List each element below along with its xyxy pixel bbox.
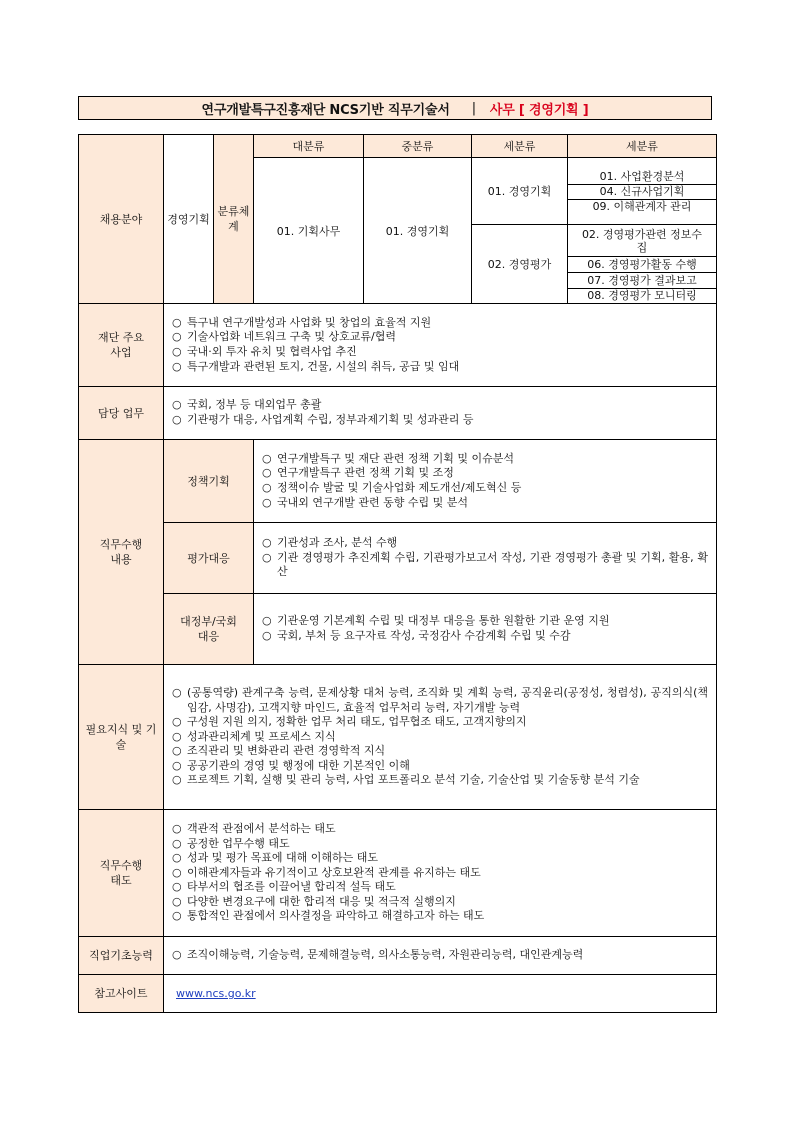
reference-label: 참고사이트	[79, 975, 164, 1013]
detail-item: 08. 경영평가 모니터링	[587, 289, 697, 303]
detail-list	[568, 225, 717, 304]
list-item: ○ 기관운영 기본계획 수립 및 대정부 대응을 통한 원활한 기관 운영 지원	[262, 614, 708, 629]
header-minor: 세분류	[472, 135, 568, 158]
list-item: ○ 프로젝트 기획, 실행 및 관리 능력, 사업 포트폴리오 분석 기술, 기술산업 및 기술동향 분석 기술	[172, 773, 708, 788]
list-item: ○ 국내·외 투자 유치 및 협력사업 추진	[172, 345, 708, 360]
basic-list	[164, 937, 717, 975]
major-category: 01. 기획사무	[254, 158, 364, 304]
minor-category: 01. 경영기획	[472, 158, 568, 225]
list-item: ○ 정책이슈 발굴 및 기술사업화 제도개선/제도혁신 등	[262, 481, 708, 496]
list-item: ○ 기술사업화 네트워크 구축 및 상호교류/협력	[172, 330, 708, 345]
list-item: ○ 기관성과 조사, 분석 수행	[262, 536, 708, 551]
list-item: ○ 연구개발특구 관련 정책 기획 및 조정	[262, 466, 708, 481]
detail-item: 07. 경영평가 결과보고	[568, 273, 716, 289]
detail-item: 01. 사업환경분석	[568, 169, 716, 184]
document-header	[78, 96, 712, 120]
list-item: ○ 다양한 변경요구에 대한 합리적 대응 및 적극적 실행의지	[172, 895, 708, 910]
attitude-label: 직무수행 태도	[79, 810, 164, 937]
document-title: 연구개발특구진흥재단 NCS기반 직무기술서	[201, 102, 450, 118]
list-item: ○ 연구개발특구 및 재단 관련 정책 기획 및 이슈분석	[262, 452, 708, 467]
list-item: ○ 특구내 연구개발성과 사업화 및 창업의 효율적 지원	[172, 316, 708, 331]
list-item: ○ 국내외 연구개발 관련 동향 수립 및 분석	[262, 496, 708, 511]
duties-list	[164, 387, 717, 440]
list-item: ○ 성과 및 평가 목표에 대해 이해하는 태도	[172, 851, 708, 866]
reference-link[interactable]: www.ncs.go.kr	[176, 987, 256, 1000]
middle-category: 01. 경영기획	[364, 158, 472, 304]
field-label: 채용분야	[79, 135, 164, 304]
projects-label: 재단 주요사업	[79, 304, 164, 387]
detail-item: 02. 경영평가관련 정보수집	[568, 226, 716, 257]
task-group-list	[254, 440, 717, 523]
field-name: 경영기획	[164, 135, 214, 304]
knowledge-list	[164, 665, 717, 810]
system-label: 분류체계	[214, 135, 254, 304]
list-item: ○ 기관 경영평가 추진계획 수립, 기관평가보고서 작성, 기관 경영평가 총괄 및 기획, 활용, 확산	[262, 551, 708, 580]
detail-list	[568, 158, 717, 225]
list-item: ○ 객관적 관점에서 분석하는 태도	[172, 822, 708, 837]
task-group-name: 평가대응	[164, 523, 254, 594]
task-group-list	[254, 523, 717, 594]
projects-list	[164, 304, 717, 387]
list-item: ○ 국회, 부처 등 요구자료 작성, 국정감사 수감계획 수립 및 수감	[262, 629, 708, 644]
list-item: ○ 기관평가 대응, 사업계획 수립, 정부과제기획 및 성과관리 등	[172, 413, 708, 428]
title-separator: |	[471, 100, 476, 116]
header-major: 대분류	[254, 135, 364, 158]
tasks-label: 직무수행 내용	[79, 440, 164, 665]
header-middle: 중분류	[364, 135, 472, 158]
detail-item: 06. 경영평가활동 수행	[568, 257, 716, 273]
knowledge-label: 필요지식 및 기술	[79, 665, 164, 810]
detail-item: 09. 이해관계자 관리	[592, 199, 692, 213]
list-item: ○ 공공기관의 경영 및 행정에 대한 기본적인 이해	[172, 759, 708, 774]
list-item: ○ 성과관리체계 및 프로세스 지식	[172, 730, 708, 745]
minor-category: 02. 경영평가	[472, 225, 568, 304]
task-group-name: 대정부/국회 대응	[164, 594, 254, 665]
task-group-list	[254, 594, 717, 665]
header-detail: 세분류	[568, 135, 717, 158]
duties-label: 담당 업무	[79, 387, 164, 440]
list-item: ○ 공정한 업무수행 태도	[172, 837, 708, 852]
list-item: ○ (공통역량) 관계구축 능력, 문제상황 대처 능력, 조직화 및 계획 능력, 공직윤리(공정성, 청렴성), 공직의식(책임감, 사명감), 고객지향 마인드, 효율적 업무처리 능력, 자기개발 능력	[172, 686, 708, 715]
list-item: ○ 조직이해능력, 기술능력, 문제해결능력, 의사소통능력, 자원관리능력, 대인관계능력	[172, 948, 708, 963]
list-item: ○ 조직관리 및 변화관리 관련 경영학적 지식	[172, 744, 708, 759]
list-item: ○ 구성원 지원 의지, 정확한 업무 처리 태도, 업무협조 태도, 고객지향의지	[172, 715, 708, 730]
job-title: 사무 [ 경영기획 ]	[489, 102, 589, 118]
basic-label: 직업기초능력	[79, 937, 164, 975]
list-item: ○ 이해관계자들과 유기적이고 상호보완적 관계를 유지하는 태도	[172, 866, 708, 881]
list-item: ○ 국회, 정부 등 대외업무 총괄	[172, 398, 708, 413]
attitude-list	[164, 810, 717, 937]
list-item: ○ 특구개발과 관련된 토지, 건물, 시설의 취득, 공급 및 임대	[172, 360, 708, 375]
detail-item: 04. 신규사업기획	[568, 184, 716, 199]
list-item: ○ 통합적인 관점에서 의사결정을 파악하고 해결하고자 하는 태도	[172, 909, 708, 924]
task-group-name: 정책기획	[164, 440, 254, 523]
list-item: ○ 타부서의 협조를 이끌어낼 합리적 설득 태도	[172, 880, 708, 895]
job-description-table	[78, 134, 717, 1013]
reference-cell	[164, 975, 717, 1013]
